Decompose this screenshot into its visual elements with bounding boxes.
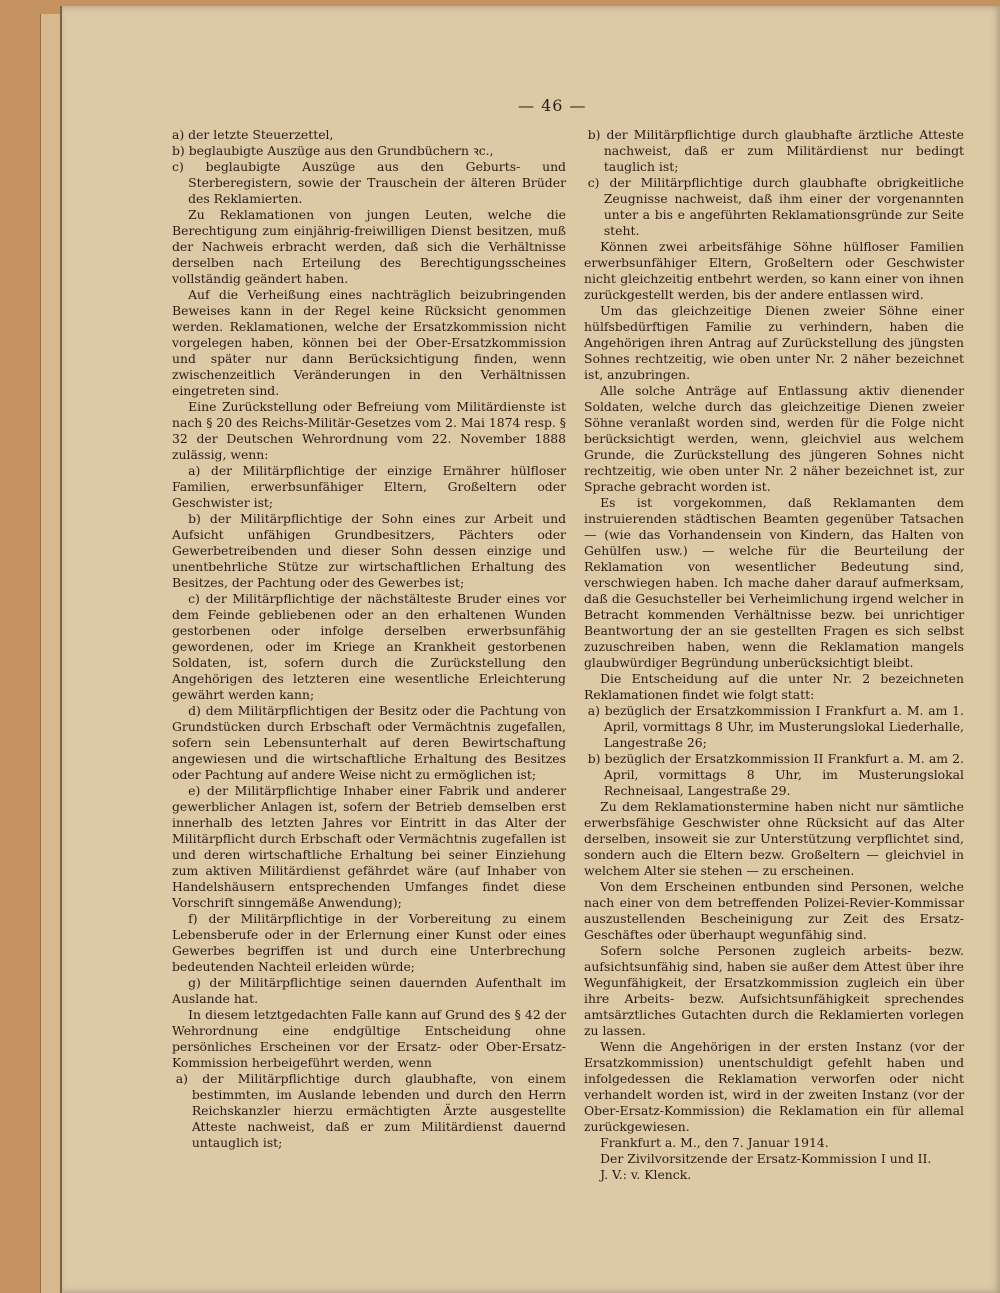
paragraph: Frankfurt a. M., den 7. Januar 1914. bbox=[600, 1135, 829, 1150]
paragraph: Zu dem Reklamationstermine haben nicht nur sämtliche erwerbsfähige Geschwister ohne Rücksicht auf das Alter derselben, insoweit sie zur Unterstützung verpflichtet sind, sondern auch die Eltern bezw. Großeltern — gleichviel in welchem Alter sie stehen — zu erscheinen. bbox=[584, 799, 964, 878]
right-column bbox=[584, 127, 964, 1183]
paragraph: c) der Militärpflichtige durch glaubhafte obrigkeitliche Zeugnisse nachweist, daß ihm einer der vorgenannten unter a bis e angeführten Reklamationsgründe zur Seite steht. bbox=[587, 175, 964, 238]
paragraph: c) beglaubigte Auszüge aus den Geburts- und Sterberegistern, sowie der Trauschein der älteren Brüder des Reklamierten. bbox=[172, 159, 566, 206]
paragraph: d) dem Militärpflichtigen der Besitz oder die Pachtung von Grundstücken durch Erbschaft oder Vermächtnis zugefallen, sofern sein Lebensunterhalt auf deren Bewirtschaftung angewiesen und die wirtschaftliche Erhaltung des Besitzes oder Pachtung auf andere Weise nicht zu ermöglichen ist; bbox=[172, 703, 566, 782]
paragraph: e) der Militärpflichtige Inhaber einer Fabrik und anderer gewerblicher Anlagen ist, sofern der Betrieb demselben erst innerhalb des letzten Jahres vor Eintritt in das Alter der Militärpflicht durch Erbschaft oder Vermächtnis zugefallen ist und deren wirtschaftliche Erhaltung bei seiner Einziehung zum aktiven Militärdienst gefährdet wäre (auf Inhaber von Handelshäusern entsprechenden Umfanges findet diese Vorschrift sinngemäße Anwendung); bbox=[172, 783, 566, 910]
paragraph: Der Zivilvorsitzende der Ersatz-Kommission I und II. bbox=[600, 1151, 932, 1166]
paragraph: J. V.: v. Klenck. bbox=[600, 1167, 692, 1182]
paragraph: b) der Militärpflichtige der Sohn eines zur Arbeit und Aufsicht unfähigen Grundbesitzers, Pächters oder Gewerbetreibenden und dieser Sohn dessen einzige und unentbehrliche Stütze zur wirtschaftlichen Erhaltung des Besitzes, der Pachtung oder des Gewerbes ist; bbox=[172, 511, 566, 590]
paragraph: Wenn die Angehörigen in der ersten Instanz (vor der Ersatzkommission) unentschuldigt gefehlt haben und infolgedessen die Reklamation verworfen oder nicht verhandelt worden ist, wird in der zweiten Instanz (vor der Ober-Ersatz-Kommission) die Reklamation ein für allemal zurückgewiesen. bbox=[584, 1039, 964, 1134]
paragraph: b) bezüglich der Ersatzkommission II Frankfurt a. M. am 2. April, vormittags 8 Uhr, im Musterungslokal Rechneisaal, Langestraße 29. bbox=[587, 751, 964, 798]
paragraph: In diesem letztgedachten Falle kann auf Grund des § 42 der Wehrordnung eine endgültige Entscheidung ohne persönliches Erscheinen vor der Ersatz- oder Ober-Ersatz-Kommission herbeigeführt werden, wenn bbox=[172, 1007, 566, 1070]
paragraph: Um das gleichzeitige Dienen zweier Söhne einer hülfsbedürftigen Familie zu verhindern, haben die Angehörigen ihren Antrag auf Zurückstellung des jüngsten Sohnes rechtzeitig, wie oben unter Nr. 2 näher bezeichnet ist, anzubringen. bbox=[584, 303, 964, 382]
paragraph: Können zwei arbeitsfähige Söhne hülfloser Familien erwerbsunfähiger Eltern, Großeltern oder Geschwister nicht gleichzeitig entbehrt werden, so kann einer von ihnen zurückgestellt werden, bis der andere entlassen wird. bbox=[584, 239, 964, 302]
paragraph: a) bezüglich der Ersatzkommission I Frankfurt a. M. am 1. April, vormittags 8 Uhr, im Musterungslokal Liederhalle, Langestraße 26; bbox=[587, 703, 964, 750]
paragraph: Von dem Erscheinen entbunden sind Personen, welche nach einer von dem betreffenden Polizei-Revier-Kommissar auszustellenden Bescheinigung zur Zeit des Ersatz-Geschäftes oder überhaupt wegunfähig sind. bbox=[584, 879, 964, 942]
paragraph: f) der Militärpflichtige in der Vorbereitung zu einem Lebensberufe oder in der Erlernung einer Kunst oder eines Gewerbes begriffen ist und durch eine Unterbrechung bedeutenden Nachteil erleiden würde; bbox=[172, 911, 566, 974]
paragraph: Es ist vorgekommen, daß Reklamanten dem instruierenden städtischen Beamten gegenüber Tatsachen — (wie das Vorhandensein von Kindern, das Halten von Gehülfen usw.) — welche für die Beurteilung der Reklamation von wesentlicher Bedeutung sind, verschwiegen haben. Ich mache daher darauf aufmerksam, daß die Gesuchsteller bei Verheimlichung irgend welcher in Betracht kommenden Verhältnisse bezw. bei unrichtiger Beantwortung der an sie gestellten Fragen es sich selbst zuzuschreiben haben, wenn die Reklamation mangels glaubwürdiger Begründung unberücksichtigt bleibt. bbox=[584, 495, 964, 670]
paragraph: a) der Militärpflichtige durch glaubhafte, von einem bestimmten, im Auslande lebenden und durch den Herrn Reichskanzler hierzu ermächtigten Ärzte ausgestellte Atteste nachweist, daß er zum Militärdienst dauernd untauglich ist; bbox=[175, 1071, 566, 1150]
paragraph: b) beglaubigte Auszüge aus den Grundbüchern ꝛc., bbox=[172, 143, 494, 158]
paragraph: Sofern solche Personen zugleich arbeits- bezw. aufsichtsunfähig sind, haben sie außer dem Attest über ihre Wegunfähigkeit, der Ersatzkommission zugleich ein über ihre Arbeits- bezw. Aufsichtsunfähigkeit sprechendes amtsärztliches Gutachten durch die Reklamierten vorlegen zu lassen. bbox=[584, 943, 964, 1038]
paragraph: Eine Zurückstellung oder Befreiung vom Militärdienste ist nach § 20 des Reichs-Militär-Gesetzes vom 2. Mai 1874 resp. § 32 der Deutschen Wehrordnung vom 22. November 1888 zulässig, wenn: bbox=[172, 399, 566, 462]
page-number: — 46 — bbox=[518, 96, 587, 115]
paragraph: g) der Militärpflichtige seinen dauernden Aufenthalt im Auslande hat. bbox=[172, 975, 566, 1006]
paragraph: Alle solche Anträge auf Entlassung aktiv dienender Soldaten, welche durch das gleichzeitige Dienen zweier Söhne veranlaßt worden sind, werden für die Folge nicht berücksichtigt werden, wenn, gleichviel aus welchem Grunde, die Zurückstellung des jüngeren Sohnes nicht rechtzeitig, wie oben unter Nr. 2 näher bezeichnet ist, zur Sprache gebracht worden ist. bbox=[584, 383, 964, 494]
left-column bbox=[172, 127, 566, 1151]
paragraph: Zu Reklamationen von jungen Leuten, welche die Berechtigung zum einjährig-freiwilligen Dienst besitzen, muß der Nachweis erbracht werden, daß sich die Verhältnisse derselben nach Erteilung des Berechtigungsscheines vollständig geändert haben. bbox=[172, 207, 566, 286]
paragraph: Auf die Verheißung eines nachträglich beizubringenden Beweises kann in der Regel keine Rücksicht genommen werden. Reklamationen, welche der Ersatzkommission nicht vorgelegen haben, können bei der Ober-Ersatzkommission und später nur dann Berücksichtigung finden, wenn zwischenzeitlich Veränderungen in den Verhältnissen eingetreten sind. bbox=[172, 287, 566, 398]
paragraph: c) der Militärpflichtige der nächstälteste Bruder eines vor dem Feinde gebliebenen oder an den erhaltenen Wunden gestorbenen oder infolge derselben erwerbsunfähig gewordenen, oder im Kriege an Krankheit gestorbenen Soldaten, ist, sofern durch die Zurückstellung den Angehörigen des letzteren eine wesentliche Erleichterung gewährt werden kann; bbox=[172, 591, 566, 702]
paragraph: b) der Militärpflichtige durch glaubhafte ärztliche Atteste nachweist, daß er zum Militärdienst nur bedingt tauglich ist; bbox=[587, 127, 964, 174]
paragraph: Die Entscheidung auf die unter Nr. 2 bezeichneten Reklamationen findet wie folgt statt: bbox=[584, 671, 964, 702]
paragraph: a) der Militärpflichtige der einzige Ernährer hülfloser Familien, erwerbsunfähiger Eltern, Großeltern oder Geschwister ist; bbox=[172, 463, 566, 510]
paragraph: a) der letzte Steuerzettel, bbox=[172, 127, 334, 142]
